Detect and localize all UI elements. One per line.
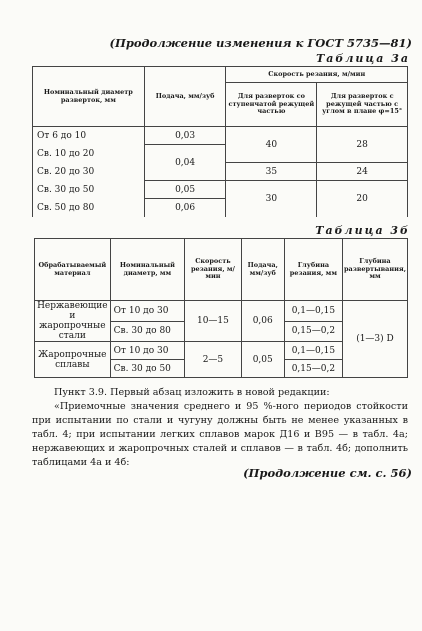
- col-header-speed-group: Скорость резания, м/мин: [226, 67, 408, 83]
- cell-depth: 0,1—0,15: [284, 301, 342, 322]
- table-3a-caption: Таблица 3а: [316, 52, 410, 65]
- col-header-speed-straight: Для разверток со ступенчатой режущей частью: [226, 83, 317, 127]
- table-row: [35, 301, 408, 322]
- cell-diameter: Св. 50 до 80: [33, 199, 145, 217]
- cell-speed2: 24: [317, 163, 408, 181]
- cell-feed: 0,05: [144, 181, 226, 199]
- cell-material: Жаропрочные сплавы: [35, 342, 111, 378]
- col-header-feed: Подача, мм/зуб: [241, 239, 284, 301]
- paragraph-body: «Приемочные значения среднего и 95 %-ного периодов стойкости при испытании по стали и чугуну должны быть не менее указанных в табл. 4; при испытании легких сплавов марок Д16 и В95 — в табл. 4а; нержавеющих и жаропрочных сталей и сплавов — в табл. 4б; дополнить таблицами 4а и 4б:: [32, 401, 408, 468]
- table-3a: [32, 66, 408, 217]
- col-header-feed: Подача, мм/зуб: [144, 67, 226, 127]
- footer-continuation: (Продолжение см. с. 56): [243, 466, 412, 480]
- cell-feed: 0,05: [241, 342, 284, 378]
- col-header-speed-angle: Для разверток с режущей частью с углом в плане φ=15°: [317, 83, 408, 127]
- col-header-diameter: Номинальный диаметр, мм: [110, 239, 185, 301]
- cell-speed: 2—5: [185, 342, 241, 378]
- cell-depth: 0,15—0,2: [284, 360, 342, 378]
- cell-material: Нержавеющие и жаропрочные стали: [35, 301, 111, 342]
- cell-diameter: Св. 20 до 30: [33, 163, 145, 181]
- col-header-material: Обрабатываемый материал: [35, 239, 111, 301]
- col-header-diameter: Номинальный диаметр разверток, мм: [33, 67, 145, 127]
- cell-speed2: 20: [317, 181, 408, 217]
- cell-diameter: От 10 до 30: [110, 301, 185, 322]
- cell-diameter: Св. 30 до 50: [33, 181, 145, 199]
- cell-depth-sweep: (1—3) D: [342, 301, 407, 378]
- cell-feed: 0,06: [144, 199, 226, 217]
- cell-speed1: 40: [226, 127, 317, 163]
- paragraph-point: Пункт 3.9. Первый абзац изложить в новой редакции:: [54, 387, 330, 398]
- table-row: [33, 181, 408, 199]
- table-3b: [34, 238, 408, 378]
- cell-depth: 0,15—0,2: [284, 321, 342, 342]
- cell-feed: 0,06: [241, 301, 284, 342]
- cell-diameter: От 10 до 30: [110, 342, 185, 360]
- col-header-speed: Скорость резания, м/мин: [185, 239, 241, 301]
- cell-diameter: Св. 10 до 20: [33, 145, 145, 163]
- table-3b-caption: Таблица 3б: [315, 224, 410, 237]
- cell-speed: 10—15: [185, 301, 241, 342]
- cell-depth: 0,1—0,15: [284, 342, 342, 360]
- cell-speed2: 28: [317, 127, 408, 163]
- cell-speed1: 35: [226, 163, 317, 181]
- table-row: [33, 127, 408, 145]
- cell-speed1: 30: [226, 181, 317, 217]
- col-header-depth-sweep: Глубина развертывания, мм: [342, 239, 407, 301]
- cell-diameter: Св. 30 до 50: [110, 360, 185, 378]
- cell-feed: 0,03: [144, 127, 226, 145]
- col-header-depth: Глубина резания, мм: [284, 239, 342, 301]
- continuation-header: (Продолжение изменения к ГОСТ 5735—81): [109, 36, 412, 50]
- cell-feed: 0,04: [144, 145, 226, 181]
- cell-diameter: Св. 30 до 80: [110, 321, 185, 342]
- cell-diameter: От 6 до 10: [33, 127, 145, 145]
